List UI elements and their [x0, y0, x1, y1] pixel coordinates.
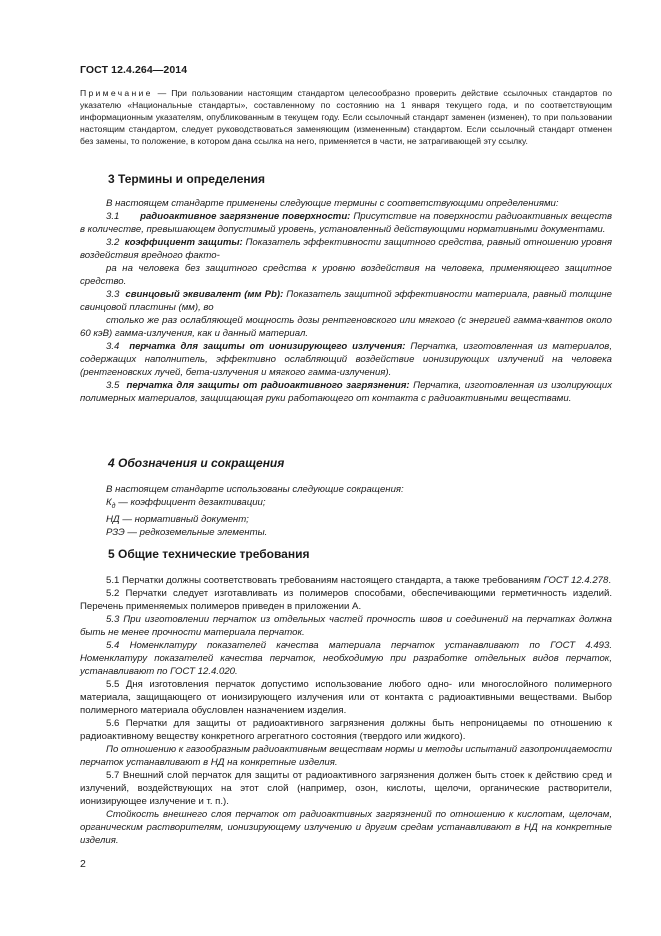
term-3-5-term: перчатка для защиты от радиоактивного загрязнения: — [126, 380, 410, 391]
section-4-intro: В настоящем стандарте использованы следующие сокращения: — [106, 484, 404, 495]
term-3-3-number: 3.3 — [106, 289, 120, 300]
term-3-1 — [80, 210, 612, 236]
term-3-1-number: 3.1 — [106, 211, 120, 222]
section-4-body — [80, 483, 612, 539]
term-3-4-definition: Перчатка, изготовленная из материалов, содержащих наполнитель, эффективно ослабляющий воздействие ионизирующих излучений на человека (рентгеновских лучей, бета-излучения и мягкого гамма-излучения). — [80, 341, 612, 378]
term-3-3-definition: Показатель защитной эффективности материала, равный толщине свинцовой пластины (мм), во — [80, 289, 612, 313]
note-paragraph — [80, 87, 612, 147]
term-3-2-term: коэффициент защиты: — [124, 237, 243, 248]
term-3-4-term: перчатка для защиты от ионизирующего излучения: — [129, 341, 406, 352]
section-5-title: 5 Общие технические требования — [108, 547, 310, 561]
abbr-kd — [80, 496, 612, 513]
section-3-body — [80, 197, 612, 405]
term-3-1-term: радиоактивное загрязнение поверхности: — [140, 211, 351, 222]
clause-5-7: 5.7 Внешний слой перчаток для защиты от радиоактивного загрязнения должен быть стоек к действию сред и излучений, воздействующих на этот слой (например, озон, кислоты, щелочи, органические растворители, ионизирующее излучение и т. п.). — [80, 770, 612, 807]
abbr-kd-symbol: К — [106, 497, 112, 508]
note-text: — При пользовании настоящим стандартом целесообразно проверить действие ссылочных стандартов по указателю «Национальные стандарты», составленному по состоянию на 1 января текущего года, и по соответствующим информационным указателям, опубликованным в текущем году. Если ссылочный стандарт заменен (изменен), то при пользовании настоящим стандартом, следует руководствоваться заменяющим (измененным) стандартом. Если ссылочный стандарт отменен без замены, то положение, в котором дана ссылка на него, применяется в части, не затрагивающей эту ссылку. — [80, 88, 612, 146]
clause-5-6-note: По отношению к газообразным радиоактивным веществам нормы и методы испытаний газопроницаемости перчаток устанавливают в НД на конкретные изделия. — [80, 744, 612, 768]
clause-5-4: 5.4 Номенклатуру показателей качества материала перчаток устанавливают по ГОСТ 4.493. Номенклатуру показателей качества перчаток, необходимую при разработке отдельных видов перчаток, устанавливают по ГОСТ 12.4.020. — [80, 640, 612, 677]
term-3-2-number: 3.2 — [106, 237, 120, 248]
term-3-5-number: 3.5 — [106, 380, 120, 391]
clause-5-1 — [80, 574, 612, 587]
section-5-body — [80, 574, 612, 847]
clause-5-1-end: . — [608, 575, 612, 586]
section-4-title: 4 Обозначения и сокращения — [108, 456, 285, 470]
section-3-intro: В настоящем стандарте применены следующие термины с соответствующими определениями: — [106, 198, 559, 209]
clause-5-3: 5.3 При изготовлении перчаток из отдельных частей прочность швов и соединений на перчатках должна быть не менее прочности материала перчаток. — [80, 614, 612, 638]
term-3-5 — [80, 379, 612, 405]
term-3-1-definition: Присутствие на поверхности радиоактивных веществ в количестве, превышающем допустимый уровень, установленный действующими нормативными документами. — [80, 211, 612, 235]
term-3-4-number: 3.4 — [106, 341, 120, 352]
section-3-title: 3 Термины и определения — [108, 172, 266, 186]
term-3-2-continuation: ра на человека без защитного средства к уровню воздействия на человека, применяющего защитное средство. — [80, 263, 612, 287]
term-3-3 — [80, 288, 612, 314]
document-header: ГОСТ 12.4.264—2014 — [80, 64, 188, 76]
term-3-3-term: свинцовый эквивалент (мм Pb): — [125, 289, 284, 300]
term-3-5-definition: Перчатка, изготовленная из изолирующих полимерных материалов, защищающая руки работающего от контакта с радиоактивными веществами. — [80, 380, 612, 404]
clause-5-7-note: Стойкость внешнего слоя перчаток от радиоактивных загрязнений по отношению к кислотам, щелочам, органическим растворителям, ионизирующему излучению и другим средам устанавливают в НД на конкретные изделия. — [80, 809, 612, 846]
page-number: 2 — [80, 858, 86, 870]
clause-5-2: 5.2 Перчатки следует изготавливать из полимеров способами, обеспечивающими герметичность изделий. Перечень применяемых полимеров приведен в приложении А. — [80, 588, 612, 612]
clause-5-1-reference: ГОСТ 12.4.278 — [543, 575, 609, 586]
term-3-2-definition: Показатель эффективности защитного средства, равный отношению уровня воздействия вредного факто- — [80, 237, 612, 261]
clause-5-6: 5.6 Перчатки для защиты от радиоактивного загрязнения должны быть непроницаемы по отношению к радиоактивному веществу конкретного агрегатного состояния (твердого или жидкого). — [80, 718, 612, 742]
term-3-2 — [80, 236, 612, 262]
abbr-kd-text: — коэффициент дезактивации; — [115, 497, 266, 508]
note-label: Примечание — [80, 88, 153, 98]
term-3-4 — [80, 340, 612, 379]
abbr-kd-subscript: д — [111, 502, 116, 510]
term-3-3-continuation: столько же раз ослабляющей мощность дозы рентгеновского или мягкого (с энергией гамма-квантов около 60 кэВ) гамма-излучения, как и данный материал. — [80, 315, 612, 339]
abbr-nd: НД — нормативный документ; — [106, 513, 249, 525]
clause-5-5: 5.5 Дня изготовления перчаток допустимо использование любого одно- или многослойного полимерного материала, защищающего от ионизирующего излучения или от контакта с радиоактивными веществами. Выбор полимерного материала обусловлен назначением изделия. — [80, 679, 612, 716]
clause-5-1-text: 5.1 Перчатки должны соответствовать требованиям настоящего стандарта, а также требованиям — [106, 575, 544, 586]
abbr-rze: РЗЭ — редкоземельные элементы. — [106, 526, 268, 538]
